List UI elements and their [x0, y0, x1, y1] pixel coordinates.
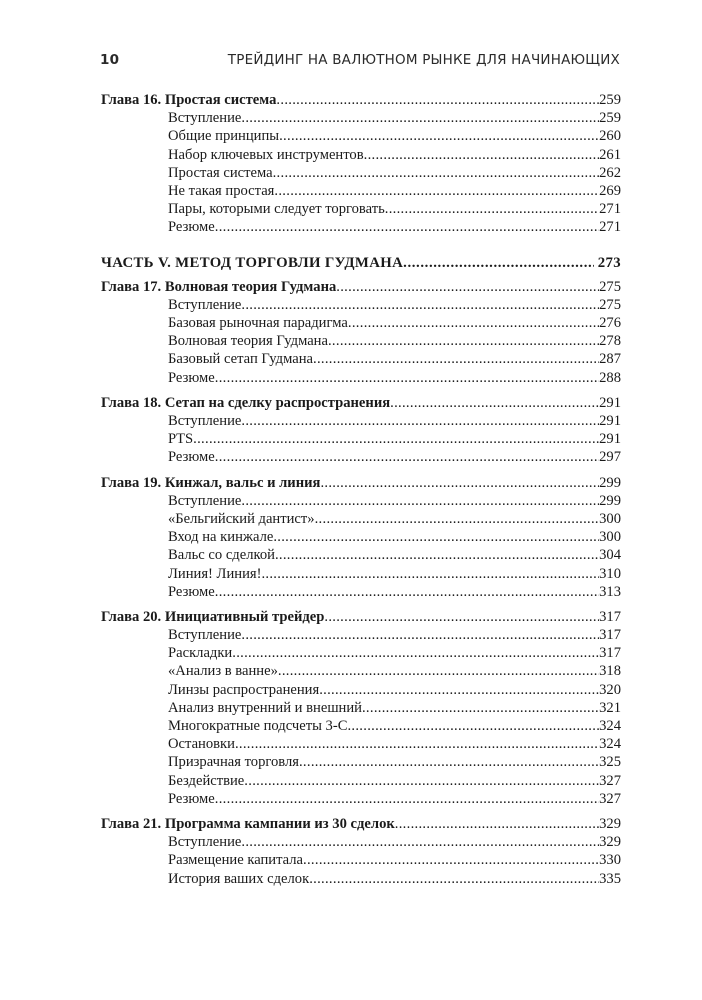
- section-title: Вступление: [168, 627, 242, 644]
- toc-section[interactable]: [101, 510, 621, 528]
- page-ref: 271: [599, 219, 621, 236]
- section-title: История ваших сделок: [168, 870, 310, 887]
- page-ref: 262: [599, 164, 621, 181]
- section-title: Пары, которыми следует торговать: [168, 201, 385, 218]
- toc-section[interactable]: [101, 109, 621, 127]
- page-ref: 310: [599, 565, 621, 582]
- page-ref: 261: [599, 146, 621, 163]
- dot-leader: [273, 164, 600, 182]
- chapter-spacer: [101, 601, 621, 608]
- chapter-spacer: [101, 467, 621, 474]
- page-ref: 259: [599, 110, 621, 127]
- toc-chapter-19[interactable]: [101, 474, 621, 492]
- page-ref: 300: [599, 529, 621, 546]
- page-ref: 304: [599, 547, 621, 564]
- section-title: Вход на кинжале: [168, 529, 274, 546]
- page-ref: 273: [597, 254, 621, 271]
- dot-leader: [303, 851, 599, 869]
- dot-leader: [336, 278, 599, 296]
- dot-leader: [385, 200, 599, 218]
- chapter-title: Глава 21. Программа кампании из 30 сделок: [101, 815, 395, 832]
- section-title: Линзы распространения: [168, 681, 320, 698]
- toc-section[interactable]: [101, 492, 621, 510]
- toc-part-5[interactable]: [101, 254, 621, 272]
- chapter-title: Глава 19. Кинжал, вальс и линия: [101, 474, 321, 491]
- toc-section[interactable]: [101, 369, 621, 387]
- dot-leader: [193, 430, 599, 448]
- page-ref: 269: [599, 182, 621, 199]
- toc-section[interactable]: [101, 662, 621, 680]
- section-title: Резюме: [168, 449, 215, 466]
- section-title: Линия! Линия!: [168, 565, 262, 582]
- dot-leader: [403, 254, 594, 272]
- page-ref: 275: [599, 278, 621, 295]
- section-title: Волновая теория Гудмана: [168, 333, 328, 350]
- page-ref: 300: [599, 510, 621, 527]
- page-ref: 313: [599, 583, 621, 600]
- page-ref: 288: [599, 369, 621, 386]
- section-title: Призрачная торговля: [168, 754, 299, 771]
- page-ref: 291: [599, 431, 621, 448]
- toc-section[interactable]: [101, 717, 621, 735]
- section-title: Размещение капитала: [168, 852, 304, 869]
- table-of-contents: [101, 91, 621, 888]
- toc-section[interactable]: [101, 127, 621, 145]
- toc-section[interactable]: [101, 772, 621, 790]
- chapter-title: Глава 18. Сетап на сделку распространения: [101, 394, 391, 411]
- page-ref: 259: [599, 92, 621, 108]
- page-ref: 320: [599, 681, 621, 698]
- dot-leader: [241, 412, 599, 430]
- section-title: Вступление: [168, 492, 242, 509]
- chapter-spacer: [101, 808, 621, 815]
- toc-section[interactable]: [101, 218, 621, 236]
- page-ref: 291: [599, 413, 621, 429]
- toc-section[interactable]: [101, 296, 621, 314]
- page-ref: 324: [599, 736, 621, 753]
- page-ref: 327: [599, 790, 621, 807]
- dot-leader: [215, 369, 599, 387]
- dot-leader: [261, 565, 599, 583]
- dot-leader: [390, 394, 599, 412]
- dot-leader: [244, 772, 599, 790]
- dot-leader: [215, 218, 599, 236]
- page-number: 10: [100, 52, 120, 68]
- section-title: Вальс со сделкой: [168, 547, 275, 564]
- page-ref: 330: [599, 852, 621, 869]
- page-ref: 276: [599, 315, 621, 332]
- toc-chapter-18[interactable]: [101, 394, 621, 412]
- dot-leader: [279, 127, 599, 145]
- page-ref: 325: [599, 754, 621, 771]
- section-title: Вступление: [168, 296, 242, 313]
- section-title: Вступление: [168, 413, 242, 429]
- dot-leader: [315, 510, 600, 528]
- dot-leader: [299, 753, 599, 771]
- dot-leader: [241, 833, 599, 851]
- chapter-spacer: [101, 387, 621, 394]
- toc-section[interactable]: [101, 164, 621, 182]
- section-title: Общие принципы: [168, 128, 280, 145]
- dot-leader: [274, 182, 599, 200]
- book-title: ТРЕЙДИНГ НА ВАЛЮТНОМ РЫНКЕ ДЛЯ НАЧИНАЮЩИХ: [227, 52, 620, 68]
- toc-section[interactable]: [101, 182, 621, 200]
- toc-section[interactable]: [101, 332, 621, 350]
- toc-section[interactable]: [101, 448, 621, 466]
- section-title: Вступление: [168, 110, 242, 127]
- part-title: ЧАСТЬ V. МЕТОД ТОРГОВЛИ ГУДМАНА: [101, 254, 404, 271]
- dot-leader: [319, 681, 599, 699]
- toc-chapter-20[interactable]: [101, 608, 621, 626]
- section-title: Резюме: [168, 369, 215, 386]
- section-title: Базовая рыночная парадигма: [168, 315, 348, 332]
- dot-leader: [215, 448, 599, 466]
- toc-section[interactable]: [101, 870, 621, 888]
- toc-section[interactable]: [101, 790, 621, 808]
- toc-section[interactable]: [101, 833, 621, 851]
- section-title: Анализ внутренний и внешний: [168, 699, 362, 716]
- section-title: PTS: [168, 431, 194, 448]
- page-ref: 327: [599, 772, 621, 789]
- toc-section[interactable]: [101, 735, 621, 753]
- dot-leader: [215, 790, 599, 808]
- toc-chapter-21[interactable]: [101, 815, 621, 833]
- dot-leader: [324, 608, 599, 626]
- dot-leader: [241, 626, 599, 644]
- page-ref: 317: [599, 608, 621, 625]
- dot-leader: [241, 109, 599, 127]
- dot-leader: [278, 662, 599, 680]
- dot-leader: [235, 735, 599, 753]
- dot-leader: [309, 870, 599, 888]
- section-title: «Бельгийский дантист»: [168, 510, 315, 527]
- dot-leader: [241, 296, 599, 314]
- page-ref: 299: [599, 492, 621, 509]
- page-ref: 291: [599, 394, 621, 411]
- page-ref: 287: [599, 351, 621, 368]
- dot-leader: [347, 717, 599, 735]
- section-title: Остановки: [168, 736, 235, 753]
- page-ref: 260: [599, 128, 621, 145]
- running-head: [100, 52, 620, 68]
- dot-leader: [395, 815, 599, 833]
- toc-section[interactable]: [101, 412, 621, 430]
- section-title: Не такая простая: [168, 182, 275, 199]
- page-ref: 275: [599, 296, 621, 313]
- toc-section[interactable]: [101, 583, 621, 601]
- page-ref: 278: [599, 333, 621, 350]
- toc-section[interactable]: [101, 699, 621, 717]
- page-ref: 299: [599, 474, 621, 491]
- section-title: Бездействие: [168, 772, 245, 789]
- page-ref: 297: [599, 449, 621, 466]
- dot-leader: [364, 146, 599, 164]
- dot-leader: [275, 546, 599, 564]
- page-ref: 329: [599, 834, 621, 851]
- page-ref: 271: [599, 201, 621, 218]
- dot-leader: [320, 474, 599, 492]
- section-title: Многократные подсчеты 3-С: [168, 718, 348, 734]
- section-title: Резюме: [168, 219, 215, 236]
- page-ref: 335: [599, 870, 621, 887]
- section-title: Резюме: [168, 583, 215, 600]
- section-title: Простая система: [168, 164, 273, 181]
- toc-section[interactable]: [101, 146, 621, 164]
- section-title: Базовый сетап Гудмана: [168, 351, 314, 368]
- dot-leader: [232, 644, 599, 662]
- toc-section[interactable]: [101, 753, 621, 771]
- section-title: Раскладки: [168, 645, 233, 662]
- toc-section[interactable]: [101, 546, 621, 564]
- page-ref: 317: [599, 627, 621, 644]
- section-title: «Анализ в ванне»: [168, 663, 278, 680]
- dot-leader: [241, 492, 599, 510]
- page-ref: 324: [599, 718, 621, 734]
- chapter-title: Глава 20. Инициативный трейдер: [101, 608, 325, 625]
- dot-leader: [313, 350, 599, 368]
- toc-section[interactable]: [101, 430, 621, 448]
- toc-section[interactable]: [101, 851, 621, 869]
- dot-leader: [273, 528, 599, 546]
- toc-section[interactable]: [101, 626, 621, 644]
- dot-leader: [362, 699, 599, 717]
- section-title: Резюме: [168, 790, 215, 807]
- section-title: Вступление: [168, 834, 242, 851]
- toc-section[interactable]: [101, 314, 621, 332]
- toc-chapter-16[interactable]: [101, 91, 621, 109]
- page-ref: 321: [599, 699, 621, 716]
- dot-leader: [348, 314, 599, 332]
- page-ref: 317: [599, 645, 621, 662]
- page-ref: 329: [599, 815, 621, 832]
- toc-chapter-17[interactable]: [101, 278, 621, 296]
- chapter-title: Глава 17. Волновая теория Гудмана: [101, 278, 337, 295]
- toc-section[interactable]: [101, 681, 621, 699]
- dot-leader: [276, 91, 599, 109]
- page-ref: 318: [599, 663, 621, 680]
- toc-section[interactable]: [101, 644, 621, 662]
- toc-section[interactable]: [101, 565, 621, 583]
- toc-section[interactable]: [101, 350, 621, 368]
- dot-leader: [328, 332, 599, 350]
- toc-section[interactable]: [101, 200, 621, 218]
- toc-section[interactable]: [101, 528, 621, 546]
- chapter-title: Глава 16. Простая система: [101, 92, 277, 108]
- dot-leader: [215, 583, 599, 601]
- section-title: Набор ключевых инструментов: [168, 146, 364, 163]
